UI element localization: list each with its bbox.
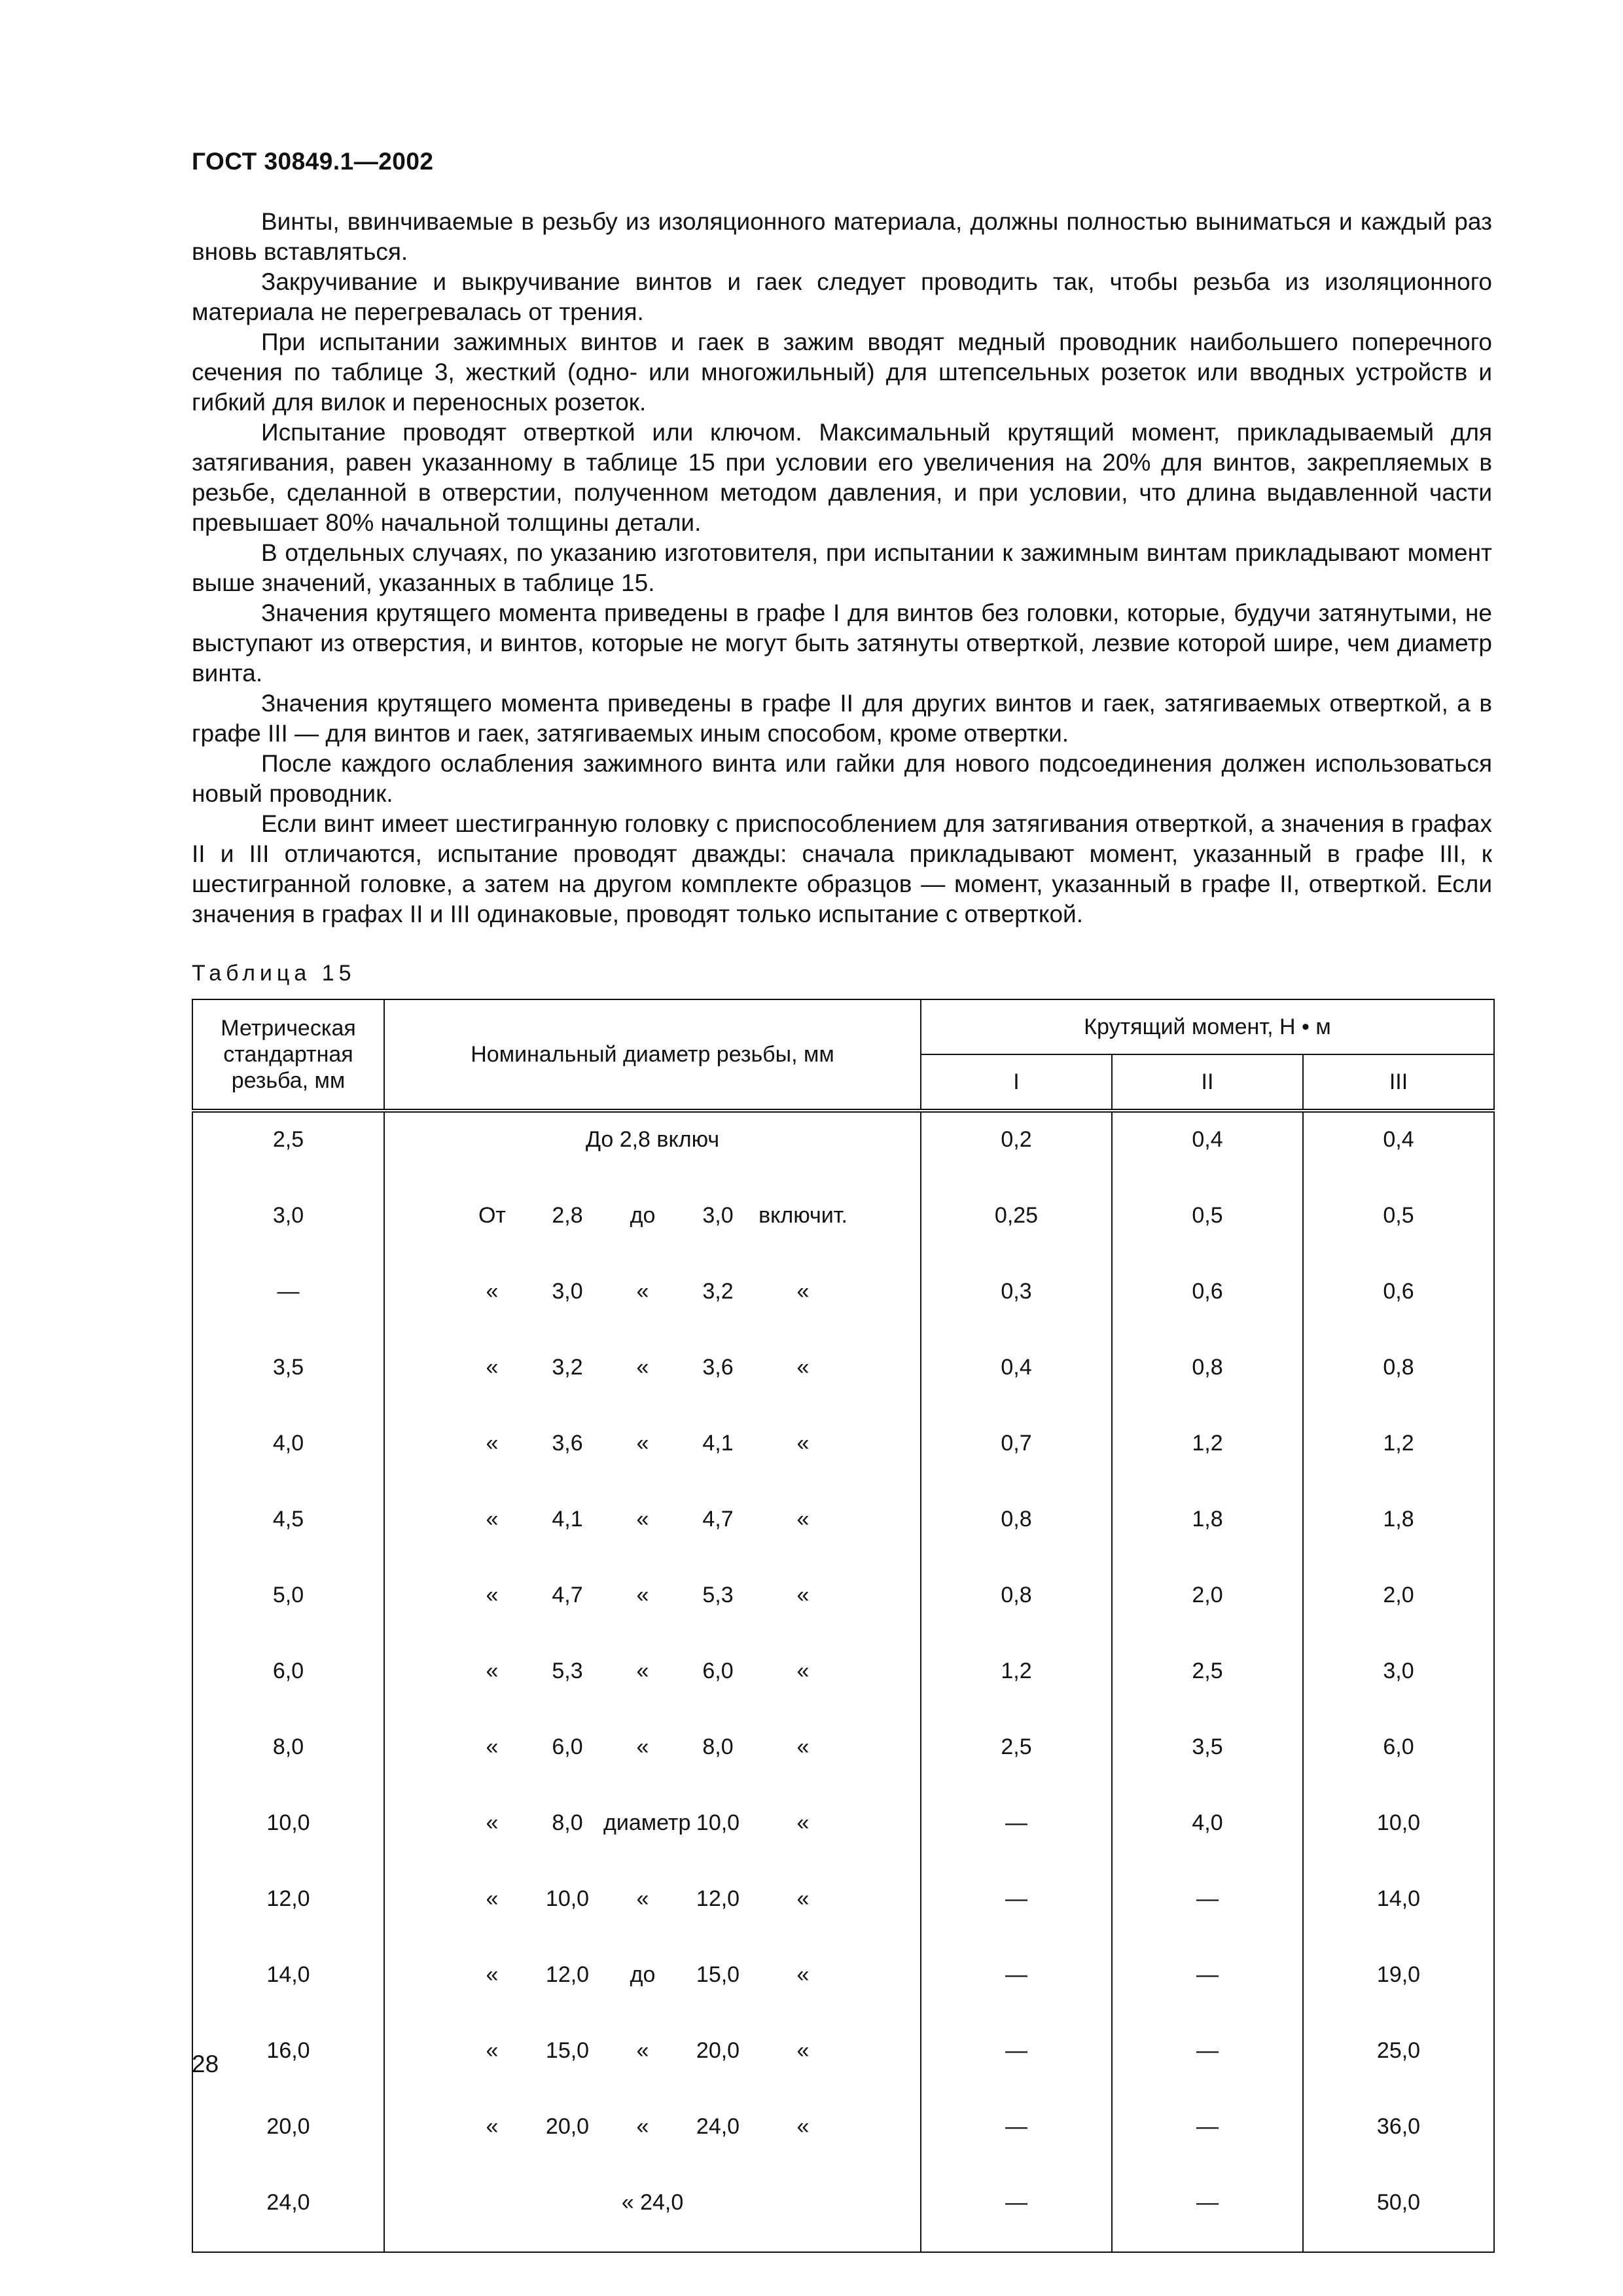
range-from: « xyxy=(486,1810,499,1835)
cell-torque-iii: 50,0 xyxy=(1303,2176,1494,2252)
diameter-range xyxy=(385,1583,920,1608)
diameter-range xyxy=(385,1507,920,1532)
cell-torque-iii: 19,0 xyxy=(1303,1948,1494,2024)
range-end: « xyxy=(796,1431,810,1456)
range-from: « xyxy=(486,1734,499,1759)
range-end: « xyxy=(796,2038,810,2063)
table-body xyxy=(192,1111,1494,2252)
range-value-to: 3,6 xyxy=(702,1355,734,1380)
range-end: « xyxy=(796,1583,810,1607)
diameter-range xyxy=(385,1886,920,1912)
diameter-range xyxy=(385,1203,920,1229)
cell-torque-ii: 1,8 xyxy=(1112,1492,1303,1568)
cell-torque-i: 0,8 xyxy=(921,1568,1112,1644)
cell-thread: 6,0 xyxy=(192,1644,384,1720)
cell-torque-iii: 6,0 xyxy=(1303,1720,1494,1796)
range-value-to: 3,2 xyxy=(702,1279,734,1304)
range-end: « xyxy=(796,1734,810,1759)
cell-torque-iii: 1,2 xyxy=(1303,1416,1494,1492)
range-to: « xyxy=(636,2114,649,2139)
cell-diameter xyxy=(384,2024,921,2100)
cell-torque-ii: — xyxy=(1112,2100,1303,2176)
cell-diameter xyxy=(384,1796,921,1872)
cell-diameter: « 24,0 xyxy=(384,2176,921,2252)
range-end: « xyxy=(796,1659,810,1683)
table-row xyxy=(192,1189,1494,1265)
range-to: « xyxy=(636,1431,649,1456)
range-from: « xyxy=(486,1659,499,1683)
paragraph: Закручивание и выкручивание винтов и гаек следует проводить так, чтобы резьба из изоляционного материала не перегревалась от трения. xyxy=(192,268,1492,325)
cell-torque-iii: 1,8 xyxy=(1303,1492,1494,1568)
range-to: « xyxy=(636,1659,649,1683)
range-to: « xyxy=(636,2038,649,2063)
cell-thread: 14,0 xyxy=(192,1948,384,2024)
header-col-iii: III xyxy=(1303,1054,1494,1111)
cell-torque-ii: 1,2 xyxy=(1112,1416,1303,1492)
cell-thread: 20,0 xyxy=(192,2100,384,2176)
table-row xyxy=(192,1111,1494,1189)
range-to: до xyxy=(630,1962,656,1987)
range-value-to: 6,0 xyxy=(702,1659,734,1683)
diameter-range xyxy=(385,1810,920,1836)
cell-thread: 24,0 xyxy=(192,2176,384,2252)
cell-torque-i: — xyxy=(921,1872,1112,1948)
paragraph: Если винт имеет шестигранную головку с приспособлением для затягивания отверткой, а значения в графах II и III отличаются, испытание проводят дважды: сначала прикладывают момент, указанный в графе III, к шестигранной головке, а затем на другом комплекте образцов — момент, указанный в графе II, отверткой. Если значения в графах II и III одинаковые, проводят только испытание с отверткой. xyxy=(192,810,1492,927)
cell-thread: 3,5 xyxy=(192,1340,384,1416)
diameter-range xyxy=(385,1659,920,1684)
table-row xyxy=(192,1265,1494,1340)
range-from: « xyxy=(486,1962,499,1987)
cell-torque-ii: 0,8 xyxy=(1112,1340,1303,1416)
cell-torque-iii: 0,4 xyxy=(1303,1111,1494,1189)
header-thread: Метрическая стандартная резьба, мм xyxy=(192,999,384,1111)
range-end: « xyxy=(796,2114,810,2139)
range-from: « xyxy=(486,1507,499,1532)
range-value-from: 3,2 xyxy=(552,1355,583,1380)
range-value-to: 3,0 xyxy=(702,1203,734,1228)
diameter-range xyxy=(385,1279,920,1304)
cell-torque-iii: 0,6 xyxy=(1303,1265,1494,1340)
paragraph: Винты, ввинчиваемые в резьбу из изоляционного материала, должны полностью выниматься и каждый раз вновь вставляться. xyxy=(192,208,1492,265)
range-value-from: 20,0 xyxy=(545,2114,590,2139)
cell-torque-ii: 0,4 xyxy=(1112,1111,1303,1189)
cell-torque-i: — xyxy=(921,2176,1112,2252)
cell-torque-i: 0,3 xyxy=(921,1265,1112,1340)
range-from: « xyxy=(486,2114,499,2139)
cell-torque-ii: — xyxy=(1112,1872,1303,1948)
cell-diameter: До 2,8 включ xyxy=(384,1111,921,1189)
range-to: « xyxy=(636,1279,649,1304)
cell-torque-iii: 0,5 xyxy=(1303,1189,1494,1265)
range-to: « xyxy=(636,1507,649,1532)
cell-diameter xyxy=(384,1872,921,1948)
range-value-to: 4,1 xyxy=(702,1431,734,1456)
range-end: « xyxy=(796,1279,810,1304)
cell-diameter xyxy=(384,2100,921,2176)
page-number: 28 xyxy=(192,2051,219,2077)
range-value-to: 20,0 xyxy=(696,2038,740,2063)
cell-thread: 4,5 xyxy=(192,1492,384,1568)
cell-diameter xyxy=(384,1189,921,1265)
table-caption: Таблица 15 xyxy=(192,961,356,986)
table-row xyxy=(192,1644,1494,1720)
cell-torque-ii: 4,0 xyxy=(1112,1796,1303,1872)
table-row xyxy=(192,1340,1494,1416)
cell-thread: 16,0 xyxy=(192,2024,384,2100)
table-row xyxy=(192,2176,1494,2252)
range-end: включит. xyxy=(758,1203,847,1228)
range-value-from: 15,0 xyxy=(545,2038,590,2063)
table-row xyxy=(192,2024,1494,2100)
cell-torque-ii: — xyxy=(1112,1948,1303,2024)
table-row xyxy=(192,2100,1494,2176)
cell-torque-i: 0,4 xyxy=(921,1340,1112,1416)
range-from: « xyxy=(486,1279,499,1304)
range-value-from: 4,1 xyxy=(552,1507,583,1532)
cell-torque-i: 2,5 xyxy=(921,1720,1112,1796)
paragraph: Испытание проводят отверткой или ключом. Максимальный крутящий момент, прикладываемый для затягивания, равен указанному в таблице 15 при условии его увеличения на 20% для винтов, закрепляемых в резьбе, сделанной в отверстии, полученном методом давления, и при условии, что длина выдавленной части превышает 80% начальной толщины детали. xyxy=(192,419,1492,536)
cell-torque-iii: 10,0 xyxy=(1303,1796,1494,1872)
cell-torque-ii: — xyxy=(1112,2024,1303,2100)
cell-torque-iii: 2,0 xyxy=(1303,1568,1494,1644)
table-row xyxy=(192,1492,1494,1568)
diameter-range xyxy=(385,2114,920,2140)
cell-torque-i: 0,7 xyxy=(921,1416,1112,1492)
table-row xyxy=(192,1796,1494,1872)
cell-thread: 5,0 xyxy=(192,1568,384,1644)
paragraph: Значения крутящего момента приведены в графе II для других винтов и гаек, затягиваемых отверткой, а в графе III — для винтов и гаек, затягиваемых иным способом, кроме отвертки. xyxy=(192,690,1492,747)
range-value-from: 4,7 xyxy=(552,1583,583,1607)
header-torque: Крутящий момент, Н • м xyxy=(921,999,1494,1054)
cell-torque-iii: 14,0 xyxy=(1303,1872,1494,1948)
torque-table xyxy=(192,999,1495,2253)
cell-torque-i: — xyxy=(921,2024,1112,2100)
cell-diameter xyxy=(384,1340,921,1416)
range-value-to: 5,3 xyxy=(702,1583,734,1607)
diameter-range xyxy=(385,1355,920,1380)
cell-torque-iii: 36,0 xyxy=(1303,2100,1494,2176)
range-value-to: 8,0 xyxy=(702,1734,734,1759)
diameter-range xyxy=(385,2038,920,2064)
range-value-from: 5,3 xyxy=(552,1659,583,1683)
range-to: до xyxy=(630,1203,656,1228)
cell-diameter xyxy=(384,1948,921,2024)
cell-torque-iii: 25,0 xyxy=(1303,2024,1494,2100)
diameter-range xyxy=(385,1962,920,1988)
cell-torque-ii: 2,5 xyxy=(1112,1644,1303,1720)
range-value-to: 15,0 xyxy=(696,1962,740,1987)
cell-diameter xyxy=(384,1416,921,1492)
header-col-ii: II xyxy=(1112,1054,1303,1111)
range-from: « xyxy=(486,1355,499,1380)
range-end: « xyxy=(796,1507,810,1532)
paragraph: Значения крутящего момента приведены в графе I для винтов без головки, которые, будучи затянутыми, не выступают из отверстия, и винтов, которые не могут быть затянуты отверткой, лезвие которой шире, чем диаметр винта. xyxy=(192,600,1492,687)
cell-torque-i: — xyxy=(921,1796,1112,1872)
paragraph: При испытании зажимных винтов и гаек в зажим вводят медный проводник наибольшего поперечного сечения по таблице 3, жесткий (одно- или многожильный) для штепсельных розеток или вводных устройств и гибкий для вилок и переносных розеток. xyxy=(192,329,1492,416)
range-value-from: 10,0 xyxy=(545,1886,590,1911)
cell-diameter xyxy=(384,1265,921,1340)
range-value-to: 4,7 xyxy=(702,1507,734,1532)
header-col-i: I xyxy=(921,1054,1112,1111)
cell-torque-ii: 2,0 xyxy=(1112,1568,1303,1644)
cell-thread: — xyxy=(192,1265,384,1340)
diameter-range xyxy=(385,1431,920,1456)
cell-torque-i: — xyxy=(921,1948,1112,2024)
cell-diameter xyxy=(384,1720,921,1796)
cell-thread: 10,0 xyxy=(192,1796,384,1872)
range-end: « xyxy=(796,1355,810,1380)
cell-torque-i: 0,8 xyxy=(921,1492,1112,1568)
cell-thread: 3,0 xyxy=(192,1189,384,1265)
range-to: « xyxy=(636,1583,649,1607)
diameter-range xyxy=(385,1734,920,1760)
cell-torque-ii: 0,5 xyxy=(1112,1189,1303,1265)
header-diameter: Номинальный диаметр резьбы, мм xyxy=(384,999,921,1111)
range-to: диаметр xyxy=(603,1810,691,1835)
range-value-to: 10,0 xyxy=(696,1810,740,1835)
range-value-from: 8,0 xyxy=(552,1810,583,1835)
range-value-to: 24,0 xyxy=(696,2114,740,2139)
cell-torque-i: 1,2 xyxy=(921,1644,1112,1720)
range-to: « xyxy=(636,1886,649,1911)
cell-torque-ii: 3,5 xyxy=(1112,1720,1303,1796)
cell-thread: 12,0 xyxy=(192,1872,384,1948)
cell-torque-i: — xyxy=(921,2100,1112,2176)
cell-torque-iii: 3,0 xyxy=(1303,1644,1494,1720)
range-value-from: 12,0 xyxy=(545,1962,590,1987)
range-from: « xyxy=(486,1583,499,1607)
cell-thread: 8,0 xyxy=(192,1720,384,1796)
range-end: « xyxy=(796,1962,810,1987)
range-value-from: 6,0 xyxy=(552,1734,583,1759)
cell-thread: 2,5 xyxy=(192,1111,384,1189)
range-to: « xyxy=(636,1734,649,1759)
cell-thread: 4,0 xyxy=(192,1416,384,1492)
cell-torque-iii: 0,8 xyxy=(1303,1340,1494,1416)
cell-torque-ii: 0,6 xyxy=(1112,1265,1303,1340)
range-from: « xyxy=(486,1886,499,1911)
range-to: « xyxy=(636,1355,649,1380)
table-row xyxy=(192,1948,1494,2024)
table-row xyxy=(192,1720,1494,1796)
cell-diameter xyxy=(384,1568,921,1644)
range-value-from: 2,8 xyxy=(552,1203,583,1228)
range-from: От xyxy=(478,1203,507,1228)
range-value-from: 3,6 xyxy=(552,1431,583,1456)
range-from: « xyxy=(486,1431,499,1456)
range-end: « xyxy=(796,1886,810,1911)
range-value-from: 3,0 xyxy=(552,1279,583,1304)
range-value-to: 12,0 xyxy=(696,1886,740,1911)
cell-diameter xyxy=(384,1492,921,1568)
table-row xyxy=(192,1872,1494,1948)
table-row xyxy=(192,1416,1494,1492)
page-header: ГОСТ 30849.1—2002 xyxy=(192,148,434,175)
paragraph: После каждого ослабления зажимного винта или гайки для нового подсоединения должен использоваться новый проводник. xyxy=(192,750,1492,807)
table-row xyxy=(192,1568,1494,1644)
body-text xyxy=(192,207,1492,929)
range-end: « xyxy=(796,1810,810,1835)
range-from: « xyxy=(486,2038,499,2063)
cell-diameter xyxy=(384,1644,921,1720)
paragraph: В отдельных случаях, по указанию изготовителя, при испытании к зажимным винтам прикладывают момент выше значений, указанных в таблице 15. xyxy=(192,539,1492,596)
cell-torque-i: 0,2 xyxy=(921,1111,1112,1189)
cell-torque-ii: — xyxy=(1112,2176,1303,2252)
cell-torque-i: 0,25 xyxy=(921,1189,1112,1265)
